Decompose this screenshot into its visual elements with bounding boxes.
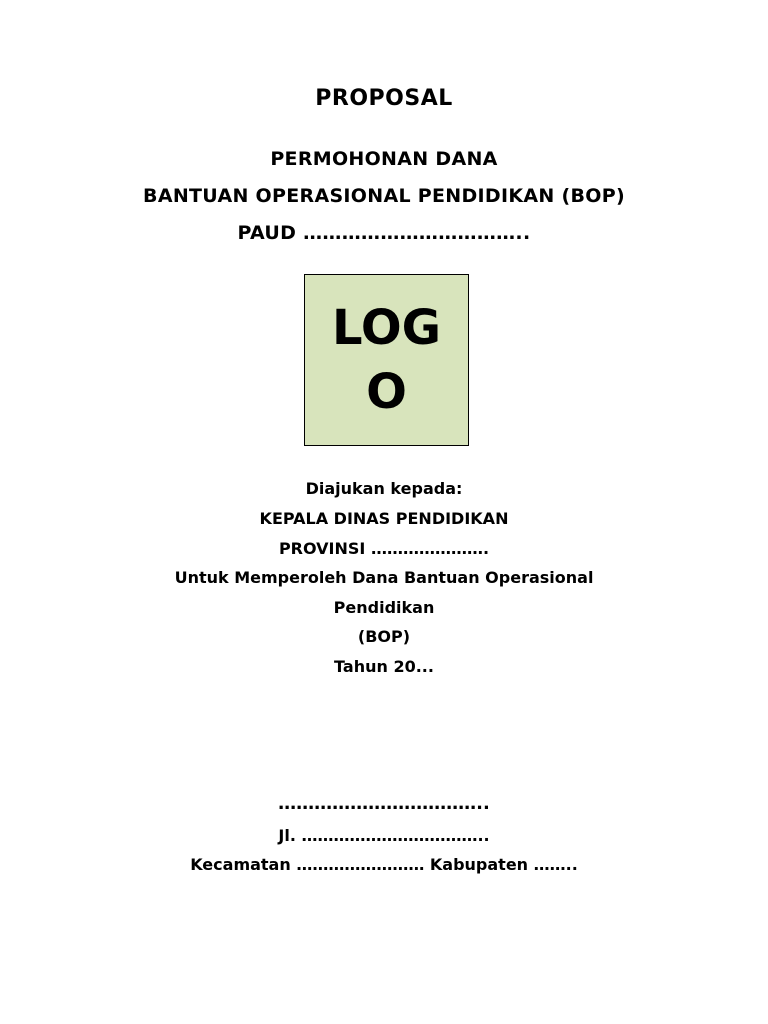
street-address: Jl. …………………………….. [278, 826, 490, 845]
region-address: Kecamatan …………………… Kabupaten …….. [190, 855, 578, 874]
purpose-line-1: Untuk Memperoleh Dana Bantuan Operasional [174, 568, 594, 587]
proposal-year: Tahun 20... [334, 657, 434, 676]
purpose-line-2: Pendidikan [333, 598, 435, 617]
subtitle-line-3: PAUD …………………………….. [237, 222, 531, 244]
addressed-recipient: KEPALA DINAS PENDIDIKAN [259, 509, 509, 528]
document-title: PROPOSAL [315, 86, 453, 111]
subtitle-line-1: PERMOHONAN DANA [270, 148, 498, 170]
purpose-line-3: (BOP) [357, 627, 411, 646]
institution-name-placeholder: …………………………….. [278, 793, 490, 814]
subtitle-line-2: BANTUAN OPERASIONAL PENDIDIKAN (BOP) [143, 185, 625, 207]
logo-placeholder-text: LOGO [331, 300, 442, 420]
logo-placeholder [304, 274, 469, 446]
addressed-intro: Diajukan kepada: [305, 479, 463, 498]
addressed-province: PROVINSI …………………. [278, 539, 490, 558]
